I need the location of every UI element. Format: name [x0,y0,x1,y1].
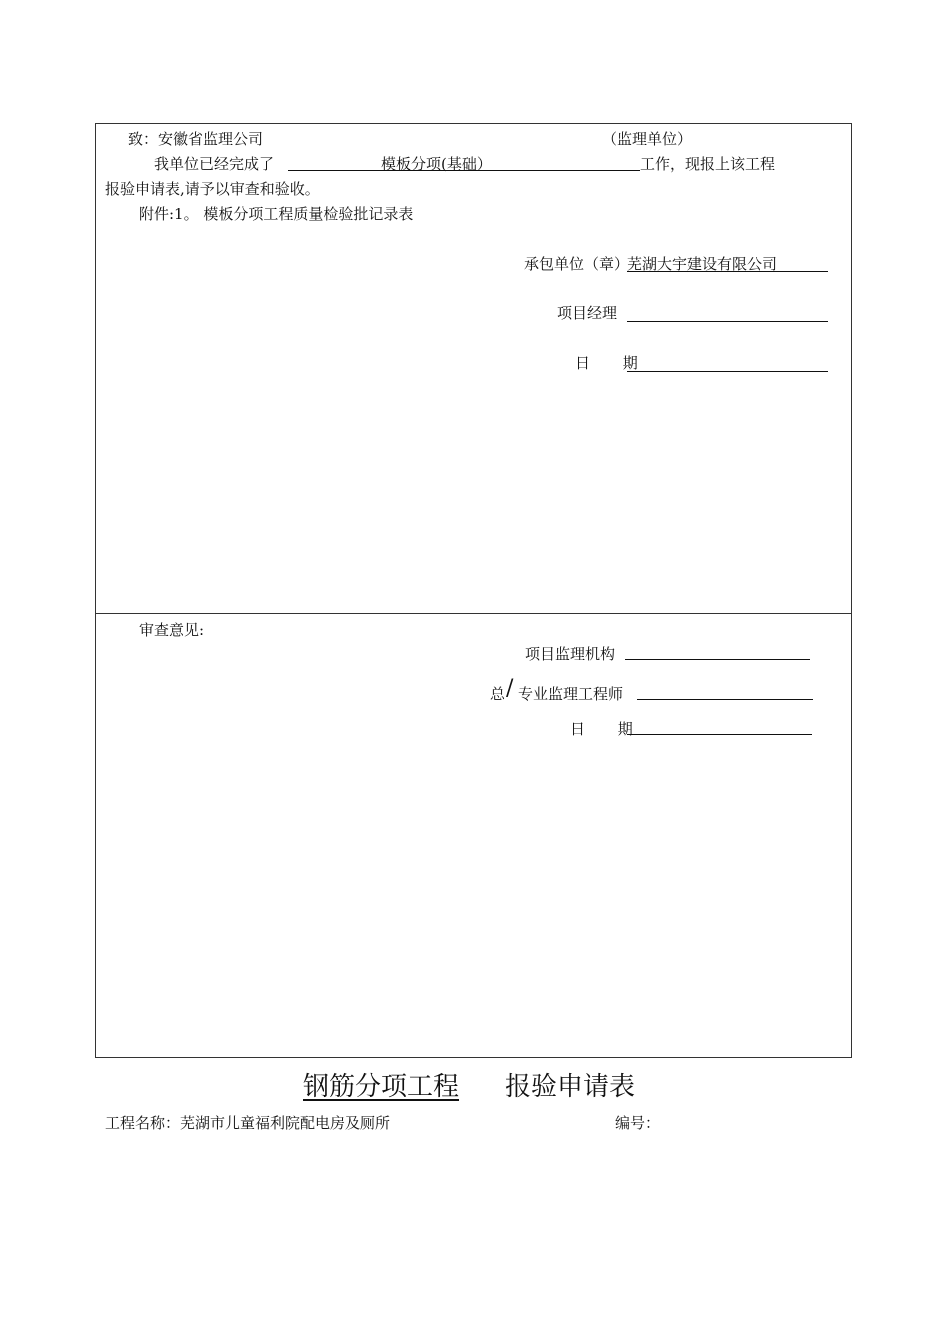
addressee-label: 致：安徽省监理公司 [128,130,264,148]
contractor-value: 芜湖大宇建设有限公司 [627,255,778,273]
supervision-org-label: 项目监理机构 [525,645,616,663]
completion-statement-suffix: 工作，现报上该工程 [640,155,776,173]
project-manager-underline [627,321,828,322]
date-label: 日 期 [575,354,638,372]
form-title-underlined: 钢筋分项工程 [303,1072,460,1102]
engineer-label: 专业监理工程师 [518,685,624,703]
supervision-unit-role: （监理单位） [602,130,693,148]
serial-number-label: 编号： [615,1114,661,1132]
review-date-underline [627,734,812,735]
review-form-section [95,613,852,1058]
completed-work-item: 模板分项(基础） [381,155,492,173]
completion-statement-prefix: 我单位已经完成了 [154,155,275,173]
supervision-org-underline [625,659,810,660]
completion-statement-line2: 报验申请表,请予以审查和验收。 [105,180,320,198]
review-opinion-label: 审查意见: [139,621,205,639]
date-underline [627,371,828,372]
project-manager-label: 项目经理 [557,304,618,322]
review-date-label: 日 期 [570,720,633,738]
engineer-underline [637,699,813,700]
chief-label: 总 [490,685,506,703]
slash-separator: / [506,676,514,701]
attachment-line: 附件:1。 模板分项工程质量检验批记录表 [139,205,414,223]
contractor-label: 承包单位（章） [524,255,630,273]
form-title: 报验申请表 [505,1072,636,1102]
project-name-label: 工程名称：芜湖市儿童福利院配电房及厕所 [105,1114,391,1132]
